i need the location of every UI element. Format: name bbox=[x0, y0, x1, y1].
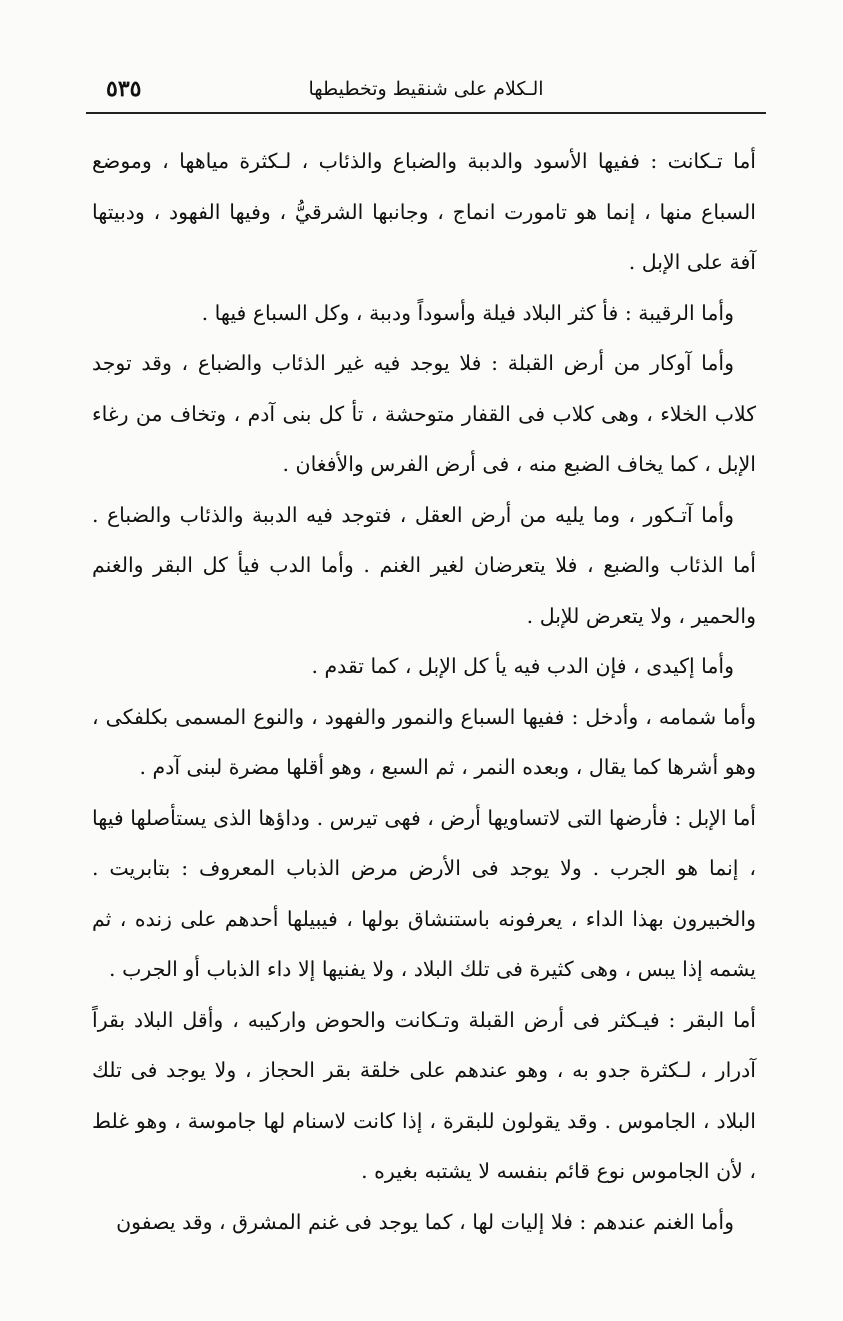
paragraph-cattle: أما البقر : فيـكثر فى أرض القبلة وتـكانت والحوض واركيبه ، وأقل البلاد بقراً آدرار ، لـكثرة جدو به ، وهو عندهم على خلقة بقر الحجاز ، ولا يوجد فى تلك البلاد ، الجاموس . وقد يقولون للبقرة ، إذا كانت لاسنام لها جاموسة ، وهو غلط ، لأن الجاموس نوع قائم بنفسه لا يشتبه بغيره . bbox=[92, 1007, 756, 1183]
paragraph-awkar: وأما آوكار من أرض القبلة : فلا يوجد فيه غير الذئاب والضباع ، وقد توجد كلاب الخلاء ، وهى كلاب فى القفار متوحشة ، تأ كل بنى آدم ، وتخاف من رغاء الإبل ، كما يخاف الضبع منه ، فى أرض الفرس والأفغان . bbox=[92, 351, 756, 476]
paragraph-atkur: وأما آتـكور ، وما يليه من أرض العقل ، فتوجد فيه الدببة والذئاب والضباع . أما الذئاب والضبع ، فلا يتعرضان لغير الغنم . وأما الدب فيأ كل البقر والغنم والحمير ، ولا يتعرض للإبل . bbox=[92, 502, 756, 628]
paragraph-shamama: وأما شمامه ، وأدخل : ففيها السباع والنمور والفهود ، والنوع المسمى بكلفكى ، وهو أشرها كما يقال ، وبعده النمر ، ثم السبع ، وهو أقلها مضرة لبنى آدم . bbox=[92, 704, 756, 779]
paragraph-raqiba: وأما الرقيبة : فأ كثر البلاد فيلة وأسوداً ودببة ، وكل السباع فيها . bbox=[201, 300, 734, 325]
paragraph-sheep: وأما الغنم عندهم : فلا إليات لها ، كما يوجد فى غنم المشرق ، وقد يصفون bbox=[116, 1209, 734, 1234]
running-title: الـكلام على شنقيط وتخطيطها bbox=[308, 78, 544, 100]
paragraph-ikidi: وأما إكيدى ، فإن الدب فيه يأ كل الإبل ، كما تقدم . bbox=[311, 654, 734, 678]
body-text bbox=[92, 136, 756, 1247]
paragraph-takant: أما تـكانت : ففيها الأسود والدببة والضباع والذئاب ، لـكثرة مياهها ، وموضع السباع منها ، إنما هو تامورت انماج ، وجانبها الشرقيُّ ، وفيها الفهود ، ودبيتها آفة على الإبل . bbox=[92, 149, 756, 274]
page-number: ٥٣٥ bbox=[106, 76, 142, 102]
paragraph-camels: أما الإبل : فأرضها التى لاتساويها أرض ، فهى تيرس . وداؤها الذى يستأصلها فيها ، إنما هو الجرب . ولا يوجد فى الأرض مرض الذباب المعروف : بتابريت . والخبيرون بهذا الداء ، يعرفونه باستنشاق بولها ، فيبيلها أحدهم على زنده ، ثم يشمه إذا يبس ، وهى كثيرة فى تلك البلاد ، ولا يفنيها إلا داء الذباب أو الجرب . bbox=[92, 805, 756, 981]
page-header bbox=[86, 72, 766, 108]
header-rule bbox=[86, 112, 766, 114]
